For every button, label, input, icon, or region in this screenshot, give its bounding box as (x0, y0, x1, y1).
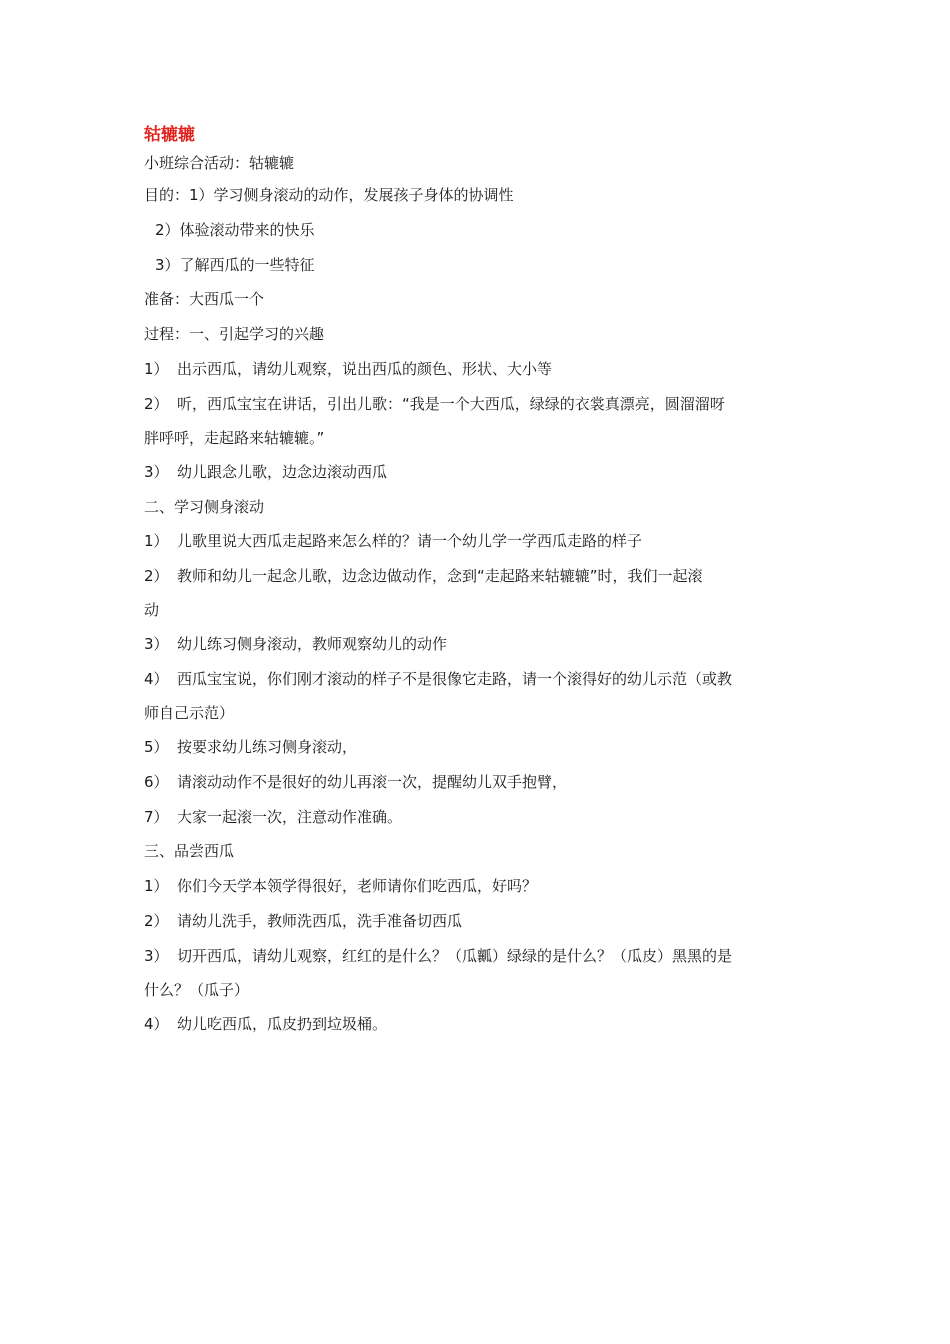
item-continuation: 动 (144, 601, 160, 620)
item-text: 幼儿吃西瓜，瓜皮扔到垃圾桶。 (177, 1014, 388, 1033)
item-text: 大家一起滚一次，注意动作准确。 (177, 807, 403, 826)
item-continuation: 胖呼呼，走起路来轱辘辘。” (144, 428, 325, 447)
item-text: 教师和幼儿一起念儿歌，边念边做动作，念到“走起路来轱辘辘”时，我们一起滚 (177, 567, 703, 586)
item-number: 2） (144, 567, 169, 586)
item-number: 2） (144, 911, 169, 930)
item-number: 4） (144, 1014, 169, 1033)
section-heading: 二、学习侧身滚动 (144, 497, 265, 516)
item-text: 幼儿跟念儿歌，边念边滚动西瓜 (177, 462, 388, 481)
item-number: 7） (144, 807, 169, 826)
item-number: 4） (144, 669, 169, 688)
list-item (144, 662, 814, 696)
list-item (144, 800, 814, 835)
item-continuation: 什么？（瓜子） (144, 980, 250, 999)
item-text: 出示西瓜，请幼儿观察，说出西瓜的颜色、形状、大小等 (177, 359, 553, 378)
list-item (144, 387, 814, 421)
list-item (144, 730, 814, 765)
document-subtitle: 小班综合活动：轱辘辘 (144, 154, 295, 172)
item-number: 1） (144, 359, 169, 378)
list-item (144, 1007, 814, 1042)
goal-3: 3）了解西瓜的一些特征 (155, 255, 315, 274)
item-text: 幼儿练习侧身滚动，教师观察幼儿的动作 (177, 635, 448, 654)
item-number: 3） (144, 635, 169, 654)
process-heading: 过程：一、引起学习的兴趣 (144, 325, 325, 344)
item-number: 1） (144, 532, 169, 551)
list-item (144, 765, 814, 800)
item-number: 3） (144, 462, 169, 481)
item-number: 2） (144, 394, 169, 413)
item-number: 3） (144, 946, 169, 965)
list-item (144, 524, 814, 559)
list-item (144, 559, 814, 593)
list-item (144, 869, 814, 904)
section-heading: 三、品尝西瓜 (144, 842, 235, 861)
item-text: 请幼儿洗手，教师洗西瓜，洗手准备切西瓜 (177, 911, 463, 930)
list-item (144, 904, 814, 939)
item-text: 西瓜宝宝说，你们刚才滚动的样子不是很像它走路，请一个滚得好的幼儿示范（或教 (177, 669, 733, 688)
item-text: 按要求幼儿练习侧身滚动， (177, 737, 358, 756)
list-item (144, 627, 814, 662)
item-text: 切开西瓜，请幼儿观察，红红的是什么？（瓜瓤）绿绿的是什么？（瓜皮）黑黑的是 (177, 946, 733, 965)
item-continuation: 师自己示范） (144, 703, 235, 722)
item-number: 1） (144, 877, 169, 896)
item-number: 5） (144, 737, 169, 756)
goal-1: 目的：1）学习侧身滚动的动作，发展孩子身体的协调性 (144, 186, 514, 204)
item-text: 请滚动动作不是很好的幼儿再滚一次，提醒幼儿双手抱臂， (177, 772, 568, 791)
item-text: 你们今天学本领学得很好，老师请你们吃西瓜，好吗？ (177, 877, 538, 896)
list-item (144, 939, 814, 973)
preparation: 准备：大西瓜一个 (144, 290, 265, 309)
item-number: 6） (144, 772, 169, 791)
list-item (144, 352, 814, 387)
item-text: 听，西瓜宝宝在讲话，引出儿歌：“我是一个大西瓜，绿绿的衣裳真漂亮，圆溜溜呀 (177, 394, 725, 413)
document-page (144, 122, 814, 1042)
goal-2: 2）体验滚动带来的快乐 (155, 220, 315, 239)
document-title: 轱辘辘 (144, 125, 195, 145)
item-text: 儿歌里说大西瓜走起路来怎么样的？请一个幼儿学一学西瓜走路的样子 (177, 532, 643, 551)
list-item (144, 455, 814, 490)
